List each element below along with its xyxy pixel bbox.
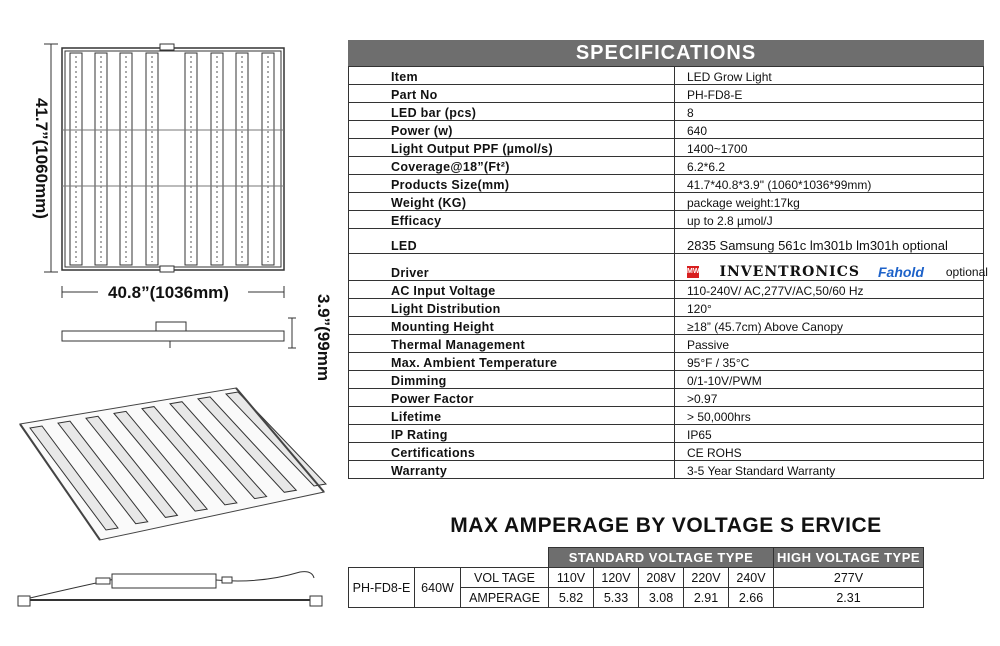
spec-value: 110-240V/ AC,277V/AC,50/60 Hz — [675, 281, 984, 299]
spec-value: 640 — [675, 121, 984, 139]
spec-value: LED Grow Light — [675, 67, 984, 85]
spec-row — [349, 353, 984, 371]
spec-value: 1400~1700 — [675, 139, 984, 157]
amperage-cell: 2.91 — [684, 588, 729, 608]
spec-value: up to 2.8 µmol/J — [675, 211, 984, 229]
spec-value: PH-FD8-E — [675, 85, 984, 103]
amperage-table — [348, 547, 924, 608]
spec-label: Mounting Height — [349, 317, 675, 335]
spec-value: CE ROHS — [675, 443, 984, 461]
amperage-cell: 2.66 — [729, 588, 774, 608]
spec-value: IP65 — [675, 425, 984, 443]
standard-voltage-header: STANDARD VOLTAGE TYPE — [549, 548, 774, 568]
watt-cell: 640W — [415, 568, 461, 608]
spec-label: IP Rating — [349, 425, 675, 443]
led-bar — [262, 53, 274, 265]
spec-row — [349, 254, 984, 281]
voltage-cell: 277V — [774, 568, 924, 588]
high-voltage-header: HIGH VOLTAGE TYPE — [774, 548, 924, 568]
spec-label: Light Output PPF (µmol/s) — [349, 139, 675, 157]
spec-label: Lifetime — [349, 407, 675, 425]
spec-row — [349, 103, 984, 121]
spec-row — [349, 121, 984, 139]
spec-label: LED bar (pcs) — [349, 103, 675, 121]
fixture-line-drawings — [0, 0, 345, 646]
voltage-cell: 240V — [729, 568, 774, 588]
spec-row — [349, 407, 984, 425]
spec-row — [349, 281, 984, 299]
spec-label: Efficacy — [349, 211, 675, 229]
spec-label: AC Input Voltage — [349, 281, 675, 299]
spec-label: Power Factor — [349, 389, 675, 407]
amperage-cell: 3.08 — [639, 588, 684, 608]
spec-label: Driver — [349, 254, 675, 281]
spec-row — [349, 299, 984, 317]
specifications-table — [348, 66, 988, 479]
driver-brands — [675, 254, 988, 281]
spec-value: ≥18” (45.7cm) Above Canopy — [675, 317, 984, 335]
spec-value: Passive — [675, 335, 984, 353]
inventronics-logo: INVENTRONICS — [719, 264, 860, 280]
spec-label: Part No — [349, 85, 675, 103]
spec-label: Products Size(mm) — [349, 175, 675, 193]
spec-row — [349, 157, 984, 175]
spec-label: Item — [349, 67, 675, 85]
led-bar — [236, 53, 248, 265]
side-view-drawing — [62, 318, 296, 348]
spec-label: Max. Ambient Temperature — [349, 353, 675, 371]
spec-value: 95°F / 35°C — [675, 353, 984, 371]
meanwell-logo: MW — [687, 266, 699, 278]
voltage-cell: 220V — [684, 568, 729, 588]
width-dimension-label: 40.8”(1036mm) — [108, 283, 229, 302]
voltage-cell: 120V — [594, 568, 639, 588]
spec-row — [349, 85, 984, 103]
amperage-cell: 5.33 — [594, 588, 639, 608]
spec-label: Weight (KG) — [349, 193, 675, 211]
spec-value: 120° — [675, 299, 984, 317]
spec-label: Certifications — [349, 443, 675, 461]
spec-row — [349, 139, 984, 157]
spec-value: package weight:17kg — [675, 193, 984, 211]
spec-row — [349, 371, 984, 389]
spec-value: 3-5 Year Standard Warranty — [675, 461, 984, 479]
fahold-logo: Fahold — [877, 264, 924, 280]
spec-row — [349, 425, 984, 443]
spec-row — [349, 229, 984, 254]
model-cell: PH-FD8-E — [349, 568, 415, 608]
led-bar — [146, 53, 158, 265]
spec-label: LED — [349, 229, 675, 254]
spec-row — [349, 211, 984, 229]
perspective-view-drawing — [20, 388, 326, 540]
spec-label: Light Distribution — [349, 299, 675, 317]
led-bar — [95, 53, 107, 265]
specifications-panel — [348, 40, 988, 479]
amperage-cell: 2.31 — [774, 588, 924, 608]
spec-label: Dimming — [349, 371, 675, 389]
spec-label: Power (w) — [349, 121, 675, 139]
voltage-cell: 208V — [639, 568, 684, 588]
voltage-row-label: VOL TAGE — [461, 568, 549, 588]
spec-value: >0.97 — [675, 389, 984, 407]
spec-label: Thermal Management — [349, 335, 675, 353]
spec-row — [349, 335, 984, 353]
spec-row — [349, 67, 984, 85]
spec-value: 6.2*6.2 — [675, 157, 984, 175]
spec-row — [349, 175, 984, 193]
spec-label: Coverage@18”(Ft²) — [349, 157, 675, 175]
spec-row — [349, 317, 984, 335]
spec-value: 8 — [675, 103, 984, 121]
spec-row — [349, 461, 984, 479]
spec-value: 2835 Samsung 561c lm301b lm301h optional — [675, 229, 984, 254]
spec-row — [349, 193, 984, 211]
depth-dimension-label: 3.9”(99mm — [314, 294, 333, 381]
driver-optional-text: optional — [945, 265, 988, 279]
led-bar — [185, 53, 197, 265]
amperage-title: MAX AMPERAGE BY VOLTAGE S ERVICE — [450, 514, 882, 537]
top-view-drawing — [62, 44, 284, 272]
spec-value: > 50,000hrs — [675, 407, 984, 425]
height-dimension-label: 41.7”(1060mm) — [32, 98, 51, 219]
led-bar — [211, 53, 223, 265]
driver-view-drawing — [18, 572, 322, 606]
spec-row — [349, 443, 984, 461]
amperage-cell: 5.82 — [549, 588, 594, 608]
led-bar — [70, 53, 82, 265]
amperage-row-label: AMPERAGE — [461, 588, 549, 608]
voltage-cell: 110V — [549, 568, 594, 588]
spec-row — [349, 389, 984, 407]
specifications-title: SPECIFICATIONS — [348, 40, 984, 66]
led-bar — [120, 53, 132, 265]
spec-value: 0/1-10V/PWM — [675, 371, 984, 389]
spec-label: Warranty — [349, 461, 675, 479]
spec-value: 41.7*40.8*3.9" (1060*1036*99mm) — [675, 175, 984, 193]
